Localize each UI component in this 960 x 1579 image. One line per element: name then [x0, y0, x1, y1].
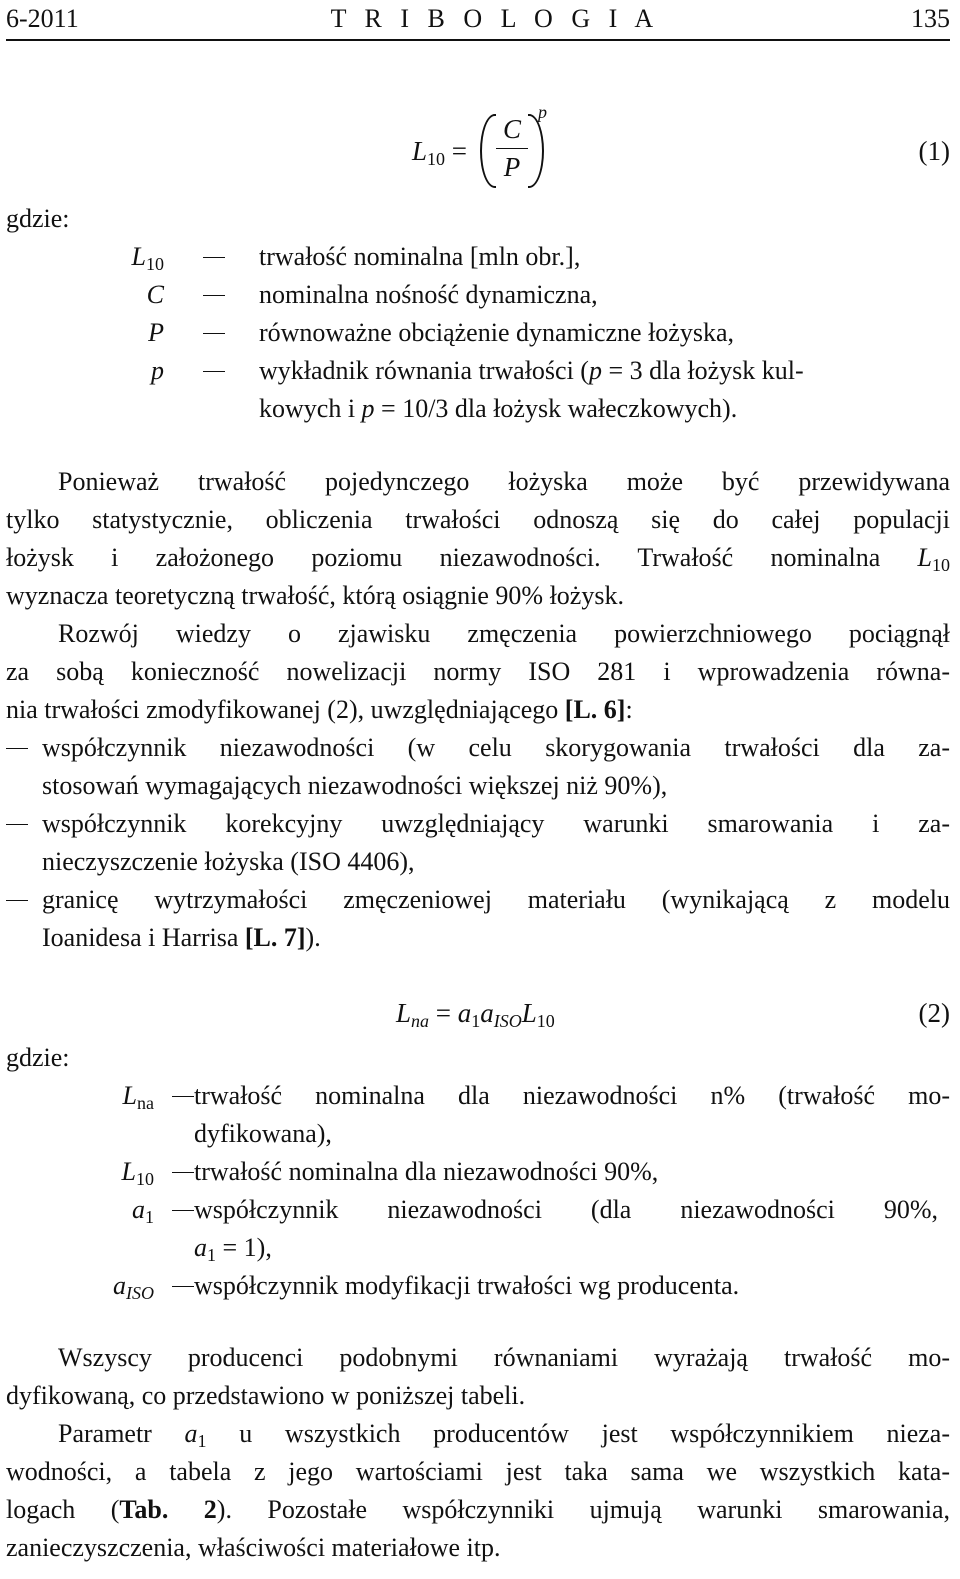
- reference-L6: [L. 6]: [564, 695, 626, 724]
- def-text: nominalna nośność dynamiczna,: [259, 280, 598, 309]
- bullet-item-3: [6, 881, 950, 919]
- def-text: kowych i p = 10/3 dla łożysk wałeczkowych).: [259, 394, 738, 423]
- def-symbol: $a_{ISO}$: [113, 1271, 154, 1303]
- eq1-lhs: $L_{10}$ =: [412, 136, 468, 169]
- equation-1: [6, 102, 950, 188]
- page-number: 135: [910, 4, 950, 33]
- bullet-dash: [6, 748, 28, 749]
- issue-label: 6-2011: [6, 4, 79, 33]
- eq1-fraction: [480, 108, 544, 188]
- paragraph-4: [6, 1415, 950, 1567]
- reference-L7: [L. 7]: [244, 923, 306, 952]
- def-row-Lna-cont: [6, 1115, 950, 1153]
- def-symbol: C: [146, 280, 164, 309]
- bullet-item-2: [6, 805, 950, 843]
- definitions-1: [6, 238, 950, 428]
- def-row-a1-cont: [6, 1229, 950, 1267]
- def-row-a1: [6, 1191, 950, 1229]
- page-header: [6, 0, 950, 38]
- equation-2: [6, 994, 950, 1034]
- eq1-exponent: p: [538, 102, 547, 122]
- journal-title: T R I B O L O G I A: [330, 4, 660, 33]
- eq2-number: (2): [918, 998, 950, 1028]
- eq1-number: (1): [918, 136, 950, 166]
- def-row-P: [6, 314, 950, 352]
- text-line: wodności, a tabela z jego wartościami jest taka sama we wszystkich kata-: [6, 1457, 950, 1486]
- def-symbol: P: [148, 318, 164, 347]
- def-dash: [203, 295, 225, 296]
- def-text: równoważne obciążenie dynamiczne łożyska,: [259, 318, 735, 347]
- text-line: Parametr $a_1$ u wszystkich producentów jest współczynnikiem nieza-: [58, 1419, 951, 1451]
- eq2-expression: $L_{na} = a_1a_{ISO}L_{10}$: [396, 998, 555, 1031]
- text-line: zanieczyszczenia, właściwości materiałowe itp.: [6, 1533, 501, 1562]
- def-row-C: [6, 276, 950, 314]
- reference-tab2: Tab. 2: [119, 1495, 217, 1524]
- def-text: trwałość nominalna dla niezawodności 90%,: [194, 1157, 659, 1186]
- def-row-aISO: [6, 1267, 950, 1305]
- def-symbol: p: [151, 356, 164, 385]
- text-line: tylko statystycznie, obliczenia trwałości odnoszą się do całej populacji: [6, 505, 950, 534]
- def-text: trwałość nominalna dla niezawodności n% (trwałość mo-: [194, 1081, 950, 1110]
- text-line: Rozwój wiedzy o zjawisku zmęczenia powierzchniowego pociągnął: [58, 619, 950, 648]
- text-line: współczynnik niezawodności (w celu skorygowania trwałości dla za-: [42, 733, 950, 762]
- text-line: współczynnik korekcyjny uwzględniający warunki smarowania i za-: [42, 809, 950, 838]
- def-text: dyfikowana),: [194, 1119, 332, 1148]
- bullet-dash: [6, 900, 28, 901]
- def-row-L10: [6, 238, 950, 276]
- text-line: logach (Tab. 2). Pozostałe współczynniki ujmują warunki smarowania,: [6, 1495, 951, 1524]
- text-line: dyfikowaną, co przedstawiono w poniższej tabeli.: [6, 1381, 526, 1410]
- where-label-1: gdzie:: [6, 204, 70, 233]
- text-line: stosowań wymagających niezawodności większej niż 90%),: [42, 771, 668, 800]
- paragraph-3: [6, 1339, 950, 1415]
- def-dash: [203, 257, 225, 258]
- text-line: łożysk i założonego poziomu niezawodności. Trwałość nominalna $L_{10}$: [6, 543, 950, 575]
- text-line: Wszyscy producenci podobnymi równaniami wyrażają trwałość mo-: [58, 1343, 950, 1372]
- def-dash: [203, 333, 225, 334]
- text-line: nieczyszczenie łożyska (ISO 4406),: [42, 847, 415, 876]
- def-row-Lna: [6, 1077, 950, 1115]
- text-line: wyznacza teoretyczną trwałość, którą osiągnie 90% łożysk.: [6, 581, 624, 610]
- definitions-2: [6, 1077, 950, 1305]
- paragraph-2: [6, 615, 950, 957]
- def-row-L10: [6, 1153, 950, 1191]
- text-line: za sobą konieczność nowelizacji normy ISO 281 i wprowadzenia równa-: [6, 657, 950, 686]
- def-dash: [172, 1286, 194, 1287]
- eq1-numerator: C: [502, 114, 521, 144]
- def-text: współczynnik niezawodności (dla niezawodności 90%,: [194, 1195, 938, 1224]
- def-text: $a_1 = 1$),: [194, 1233, 272, 1265]
- header-rule: [6, 39, 950, 41]
- def-text: wykładnik równania trwałości (p = 3 dla łożysk kul-: [259, 356, 804, 385]
- def-symbol: $L_{na}$: [122, 1081, 154, 1113]
- bullet-item-1: [6, 729, 950, 767]
- def-symbol: $L_{10}$: [121, 1157, 154, 1189]
- def-symbol: $L_{10}$: [131, 242, 164, 274]
- def-row-p-cont: [6, 390, 950, 428]
- text-line: granicę wytrzymałości zmęczeniowej materiału (wynikającą z modelu: [42, 885, 950, 914]
- eq1-denominator: P: [503, 152, 521, 182]
- def-symbol: $a_1$: [132, 1195, 154, 1227]
- where-label-2: gdzie:: [6, 1043, 70, 1072]
- text-line: Ponieważ trwałość pojedynczego łożyska może być przewidywana: [58, 467, 950, 496]
- text-line: nia trwałości zmodyfikowanej (2), uwzględniającego [L. 6]:: [6, 695, 633, 724]
- def-dash: [172, 1210, 194, 1211]
- bullet-dash: [6, 824, 28, 825]
- paragraph-1: [6, 463, 950, 615]
- def-text: współczynnik modyfikacji trwałości wg producenta.: [194, 1271, 740, 1300]
- def-dash: [172, 1096, 194, 1097]
- def-text: trwałość nominalna [mln obr.],: [259, 242, 581, 271]
- def-row-p: [6, 352, 950, 390]
- def-dash: [203, 371, 225, 372]
- fraction-bar: [496, 148, 528, 149]
- text-line: Ioanidesa i Harrisa [L. 7]).: [42, 923, 321, 952]
- def-dash: [172, 1172, 194, 1173]
